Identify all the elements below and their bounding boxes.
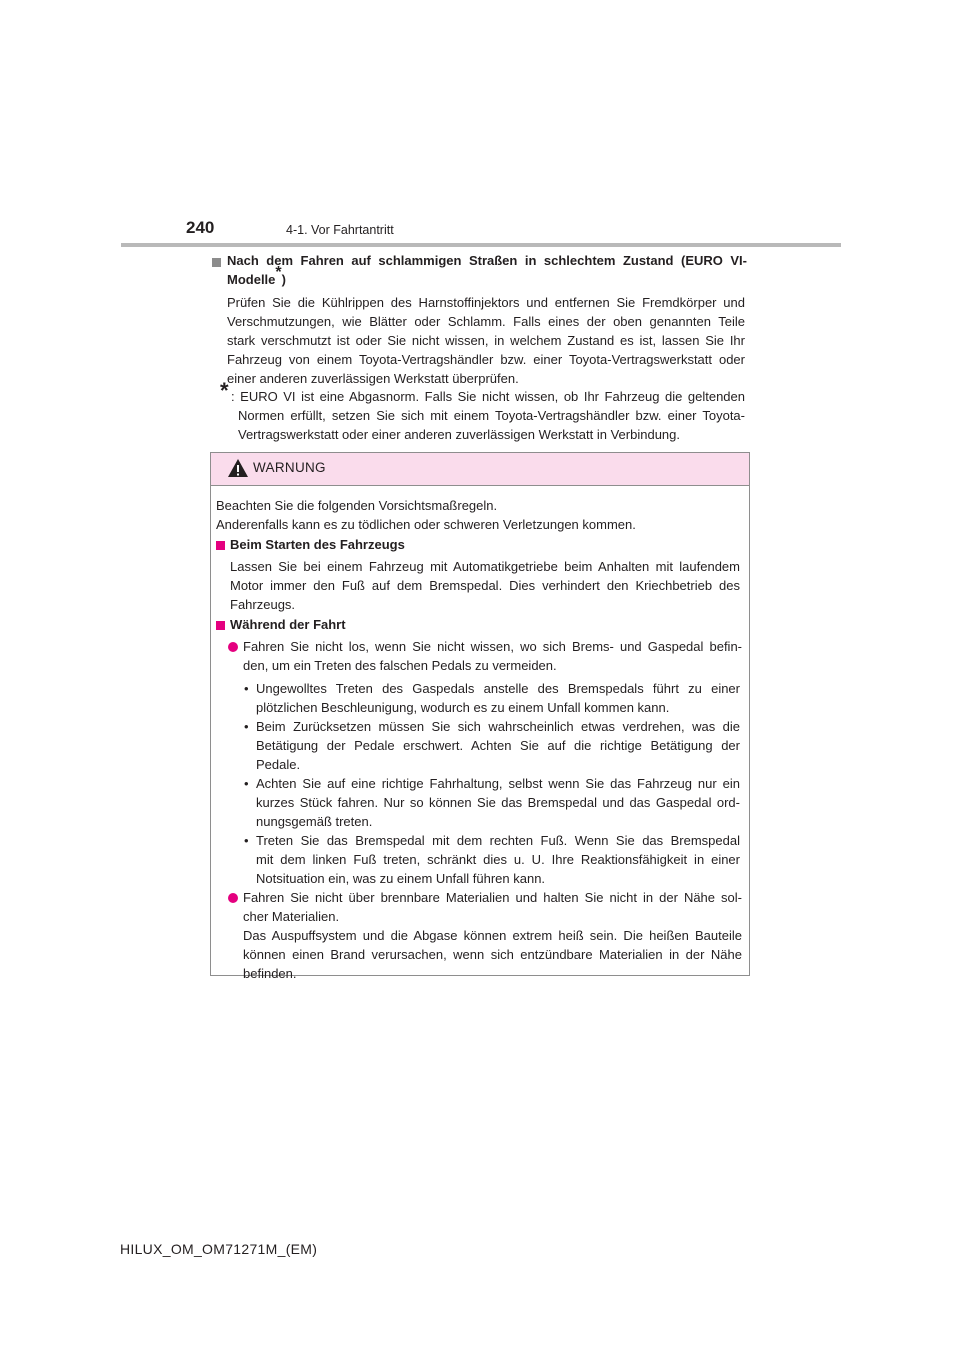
warning-line: Fahrzeugs. (230, 597, 296, 612)
footnote-line: Normen erfüllt, setzen Sie sich mit einem Toyota-Vertragshändler bzw. einer Toyota- (238, 408, 745, 423)
bullet-dot-icon (228, 893, 238, 903)
body-line: einer anderen zuverlässigen Werkstatt überprüfen. (227, 371, 519, 386)
warning-intro-line: Anderenfalls kann es zu tödlichen oder schweren Verletzungen kommen. (216, 517, 636, 532)
sub-bullet-line: Notsituation ein, was zu einem Unfall führen kann. (256, 871, 546, 886)
sub-bullet-line: Achten Sie auf eine richtige Fahrhaltung, selbst wenn Sie das Fahrzeug nur ein (256, 776, 740, 791)
header-rule (121, 243, 841, 247)
sub-bullet-icon: • (244, 776, 249, 791)
section-heading-line2: Modelle*) (227, 263, 286, 287)
sub-bullet-icon: • (244, 833, 249, 848)
warning-bullet-line: Das Auspuffsystem und die Abgase können extrem heiß sein. Die heißen Bauteile (243, 928, 742, 943)
warning-title: WARNUNG (253, 460, 326, 475)
body-line: Fahrzeug von einem Toyota-Vertragshändler bzw. einer Toyota-Vertragswerkstatt oder (227, 352, 745, 367)
warning-bullet-line: können einen Brand verursachen, wenn sich entzündbare Materialien in der Nähe (243, 947, 742, 962)
sub-bullet-line: Ungewolltes Treten des Gaspedals anstelle des Bremspedals führt zu einer (256, 681, 740, 696)
warning-bullet-line: cher Materialien. (243, 909, 340, 924)
warning-line: Motor immer den Fuß auf dem Bremspedal. Dies verhindert den Kriechbetrieb des (230, 578, 740, 593)
sub-bullet-line: Treten Sie das Bremspedal mit dem rechten Fuß. Wenn Sie das Bremspedal (256, 833, 740, 848)
sub-bullet-line: kurzes Stück fahren. Nur so können Sie das Bremspedal und das Gaspedal ord- (256, 795, 740, 810)
sub-bullet-line: mit dem linken Fuß treten, schränkt dies u. U. Ihre Reaktionsfähigkeit in einer (256, 852, 740, 867)
sub-bullet-line: plötzlichen Beschleunigung, wodurch es zu einem Unfall kommen kann. (256, 700, 670, 715)
warning-subheading: Beim Starten des Fahrzeugs (230, 537, 405, 552)
sub-bullet-icon: • (244, 681, 249, 696)
sub-bullet-line: Pedale. (256, 757, 301, 772)
warning-bullet-line: Fahren Sie nicht los, wenn Sie nicht wissen, wo sich Brems- und Gaspedal befin- (243, 639, 742, 654)
sub-bullet-icon: • (244, 719, 249, 734)
section-heading-line1: Nach dem Fahren auf schlammigen Straßen in schlechtem Zustand (EURO VI- (227, 253, 747, 268)
warning-subheading: Während der Fahrt (230, 617, 346, 632)
sub-bullet-line: nungsgemäß treten. (256, 814, 373, 829)
section-square-icon (212, 258, 221, 267)
document-code: HILUX_OM_OM71271M_(EM) (120, 1241, 318, 1257)
footnote-asterisk-icon: * (220, 378, 229, 403)
body-line: Verschmutzungen, wie Blätter oder Schlamm. Falls eines der oben genannten Teile (227, 314, 745, 329)
warning-bullet-line: Fahren Sie nicht über brennbare Materialien und halten Sie nicht in der Nähe sol- (243, 890, 742, 905)
bullet-dot-icon (228, 642, 238, 652)
page-number: 240 (186, 218, 215, 237)
body-line: Prüfen Sie die Kühlrippen des Harnstoffinjektors und entfernen Sie Fremdkörper und (227, 295, 745, 310)
section-square-icon (216, 541, 225, 550)
warning-header (211, 453, 749, 486)
body-line: stark verschmutzt ist oder Sie nicht wissen, in welchem Zustand es ist, lassen Sie Ihr (227, 333, 745, 348)
warning-bullet-line: den, um ein Treten des falschen Pedals zu vermeiden. (243, 658, 557, 673)
asterisk-icon: * (275, 263, 282, 281)
warning-intro-line: Beachten Sie die folgenden Vorsichtsmaßregeln. (216, 498, 498, 513)
sub-bullet-line: Betätigung der Pedale erschwert. Achten Sie auf die richtige Betätigung der (256, 738, 740, 753)
warning-bullet-line: befinden. (243, 966, 297, 981)
warning-triangle-icon (227, 458, 249, 478)
section-square-icon (216, 621, 225, 630)
footnote-line: Vertragswerkstatt oder einer anderen zuverlässigen Werkstatt in Verbindung. (238, 427, 680, 442)
footnote-line: : EURO VI ist eine Abgasnorm. Falls Sie nicht wissen, ob Ihr Fahrzeug die geltenden (231, 389, 745, 404)
warning-line: Lassen Sie bei einem Fahrzeug mit Automatikgetriebe beim Anhalten mit laufendem (230, 559, 740, 574)
section-title: 4-1. Vor Fahrtantritt (286, 223, 394, 237)
sub-bullet-line: Beim Zurücksetzen müssen Sie sich wahrscheinlich etwas verdrehen, was die (256, 719, 740, 734)
